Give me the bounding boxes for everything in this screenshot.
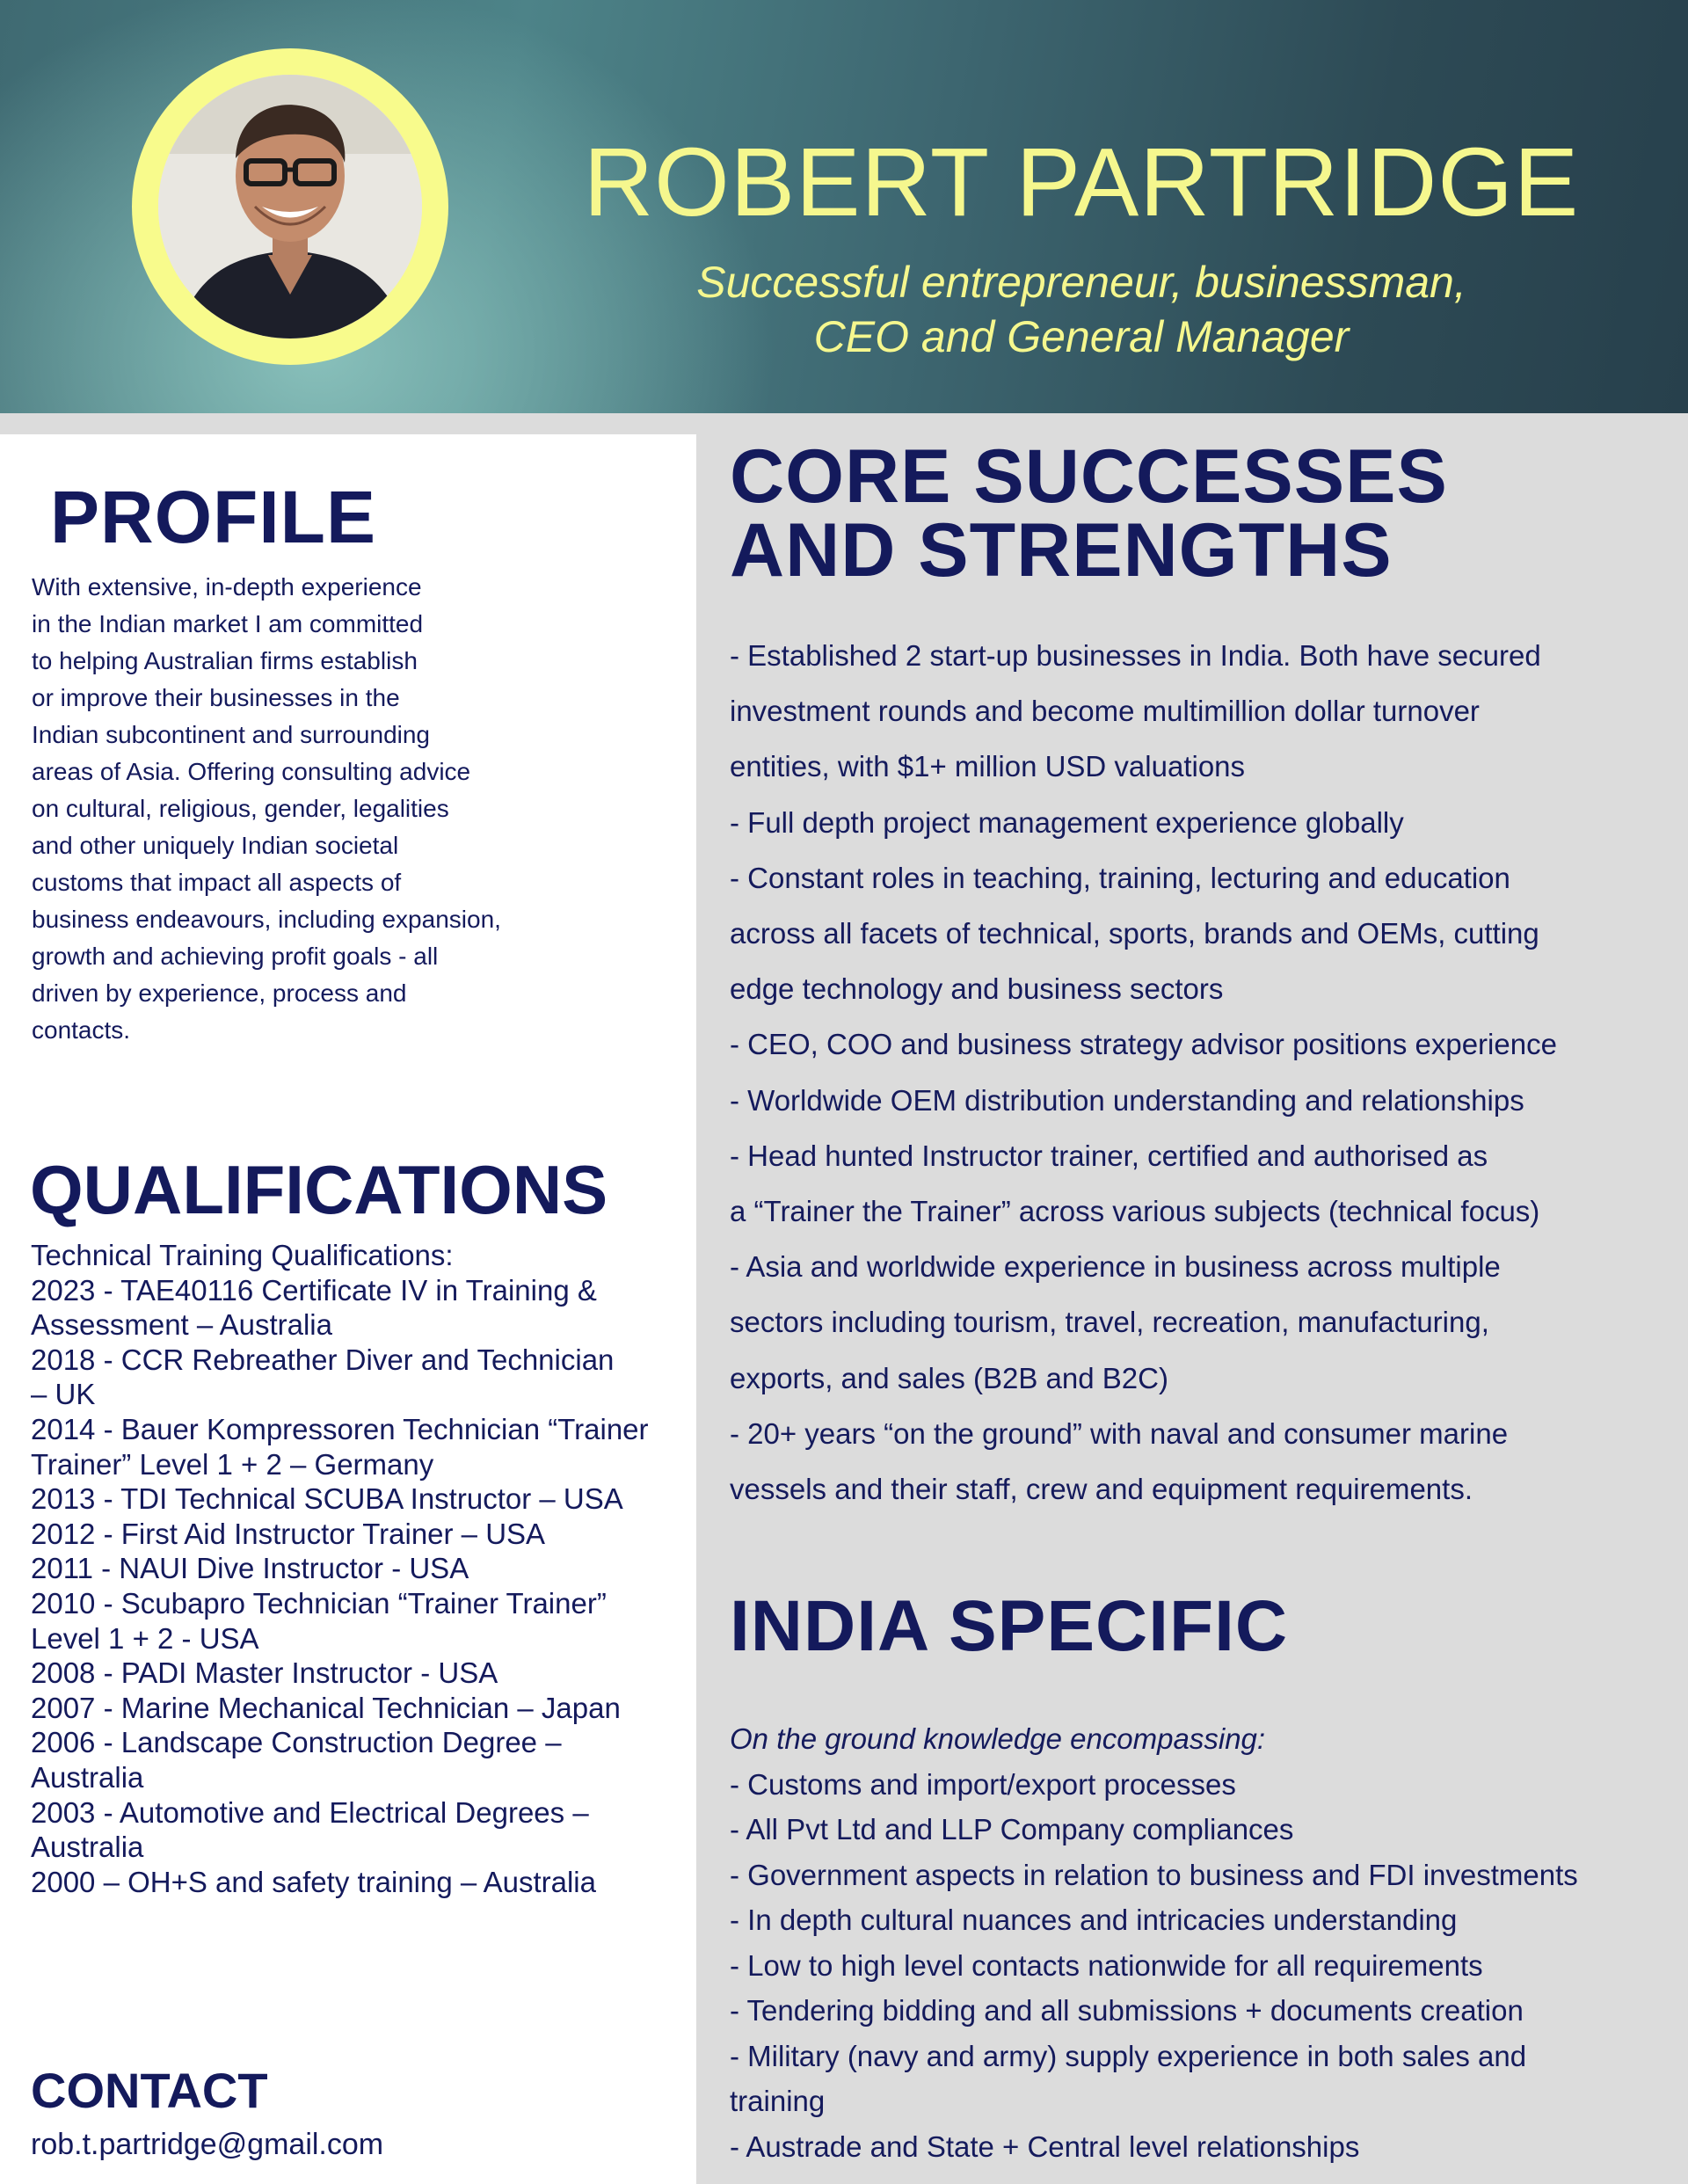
qualification-line: Trainer” Level 1 + 2 – Germany [31, 1447, 434, 1481]
profile-line: and other uniquely Indian societal [32, 832, 399, 859]
divider-band [0, 413, 696, 434]
profile-line: business endeavours, including expansion, [32, 906, 501, 933]
profile-line: in the Indian market I am committed [32, 610, 424, 637]
tagline-line: Successful entrepreneur, businessman, [696, 258, 1466, 307]
profile-line: driven by experience, process and [32, 979, 407, 1007]
india-line: - All Pvt Ltd and LLP Company compliances [730, 1813, 1294, 1845]
core-line: - Constant roles in teaching, training, lecturing and education [730, 861, 1510, 894]
contact-heading: CONTACT [31, 2063, 268, 2118]
core-line: - Worldwide OEM distribution understanding and relationships [730, 1083, 1524, 1117]
core-strengths-list [730, 628, 1670, 1517]
header-banner [0, 0, 1688, 413]
india-line: - Government aspects in relation to business and FDI investments [730, 1858, 1578, 1891]
portrait-photo [158, 75, 422, 339]
qualification-line: 2000 – OH+S and safety training – Australia [31, 1865, 596, 1898]
core-line: investment rounds and become multimillion dollar turnover [730, 695, 1480, 728]
india-line: - Military (navy and army) supply experience in both sales and [730, 2039, 1527, 2072]
qualification-line: 2014 - Bauer Kompressoren Technician “Trainer [31, 1412, 649, 1445]
core-line: - 20+ years “on the ground” with naval and consumer marine [730, 1416, 1509, 1450]
profile-heading: PROFILE [50, 476, 377, 558]
person-name: ROBERT PARTRIDGE [583, 128, 1580, 237]
qualification-line: Australia [31, 1831, 144, 1864]
core-line: - Full depth project management experience globally [730, 805, 1404, 839]
india-line: - Low to high level contacts nationwide for all requirements [730, 1948, 1483, 1982]
qualifications-list [31, 1238, 681, 1899]
core-line: - Established 2 start-up businesses in India. Both have secured [730, 639, 1541, 672]
qualification-line: 2023 - TAE40116 Certificate IV in Training & [31, 1273, 597, 1307]
core-line: exports, and sales (B2B and B2C) [730, 1361, 1168, 1394]
profile-text [32, 569, 524, 1049]
core-line: - Asia and worldwide experience in business across multiple [730, 1250, 1501, 1284]
core-line: a “Trainer the Trainer” across various subjects (technical focus) [730, 1195, 1540, 1228]
profile-line: With extensive, in-depth experience [32, 573, 422, 601]
qualification-line: Australia [31, 1760, 144, 1794]
qualification-line: Technical Training Qualifications: [31, 1239, 454, 1271]
core-line: entities, with $1+ million USD valuations [730, 750, 1246, 783]
profile-line: customs that impact all aspects of [32, 869, 402, 896]
profile-line: or improve their businesses in the [32, 684, 400, 711]
core-line: across all facets of technical, sports, brands and OEMs, cutting [730, 917, 1539, 950]
profile-line: contacts. [32, 1016, 131, 1044]
india-line: training [730, 2085, 826, 2117]
core-line: sectors including tourism, travel, recreation, manufacturing, [730, 1306, 1489, 1339]
profile-line: growth and achieving profit goals - all [32, 943, 439, 970]
profile-line: on cultural, religious, gender, legalities [32, 795, 449, 822]
qualification-line: 2012 - First Aid Instructor Trainer – USA [31, 1517, 546, 1550]
india-list [730, 1716, 1670, 2169]
core-line: - Head hunted Instructor trainer, certified and authorised as [730, 1139, 1488, 1172]
qualifications-heading: QUALIFICATIONS [30, 1151, 608, 1228]
india-line: - Tendering bidding and all submissions + documents creation [730, 1994, 1524, 2027]
profile-line: areas of Asia. Offering consulting advice [32, 758, 471, 785]
india-line: - In depth cultural nuances and intricacies understanding [730, 1904, 1458, 1936]
tagline-line: CEO and General Manager [813, 312, 1350, 361]
core-line: vessels and their staff, crew and equipment requirements. [730, 1473, 1473, 1506]
qualification-line: 2018 - CCR Rebreather Diver and Technician [31, 1343, 615, 1376]
qualification-line: 2010 - Scubapro Technician “Trainer Trainer” [31, 1586, 607, 1620]
core-heading [730, 434, 1448, 593]
core-line: edge technology and business sectors [730, 972, 1224, 1006]
qualification-line: Assessment – Australia [31, 1308, 332, 1342]
qualification-line: 2003 - Automotive and Electrical Degrees – [31, 1795, 589, 1829]
profile-line: Indian subcontinent and surrounding [32, 721, 431, 748]
qualification-line: 2008 - PADI Master Instructor - USA [31, 1656, 498, 1690]
portrait-icon [158, 75, 422, 339]
qualification-line: 2006 - Landscape Construction Degree – [31, 1726, 562, 1759]
india-intro: On the ground knowledge encompassing: [730, 1722, 1266, 1755]
qualification-line: – UK [31, 1378, 96, 1411]
core-heading-line: CORE SUCCESSES [730, 434, 1448, 519]
core-line: - CEO, COO and business strategy advisor positions experience [730, 1028, 1557, 1061]
india-heading: INDIA SPECIFIC [730, 1586, 1289, 1666]
qualification-line: Level 1 + 2 - USA [31, 1621, 259, 1655]
core-heading-line: AND STRENGTHS [730, 508, 1393, 593]
contact-email[interactable]: rob.t.partridge@gmail.com [31, 2128, 384, 2161]
india-line: - Customs and import/export processes [730, 1767, 1236, 1801]
tagline [563, 255, 1600, 364]
profile-line: to helping Australian firms establish [32, 647, 418, 674]
qualification-line: 2013 - TDI Technical SCUBA Instructor – USA [31, 1482, 623, 1516]
qualification-line: 2007 - Marine Mechanical Technician – Japan [31, 1691, 621, 1724]
qualification-line: 2011 - NAUI Dive Instructor - USA [31, 1552, 469, 1585]
india-line: - Austrade and State + Central level relationships [730, 2129, 1360, 2163]
